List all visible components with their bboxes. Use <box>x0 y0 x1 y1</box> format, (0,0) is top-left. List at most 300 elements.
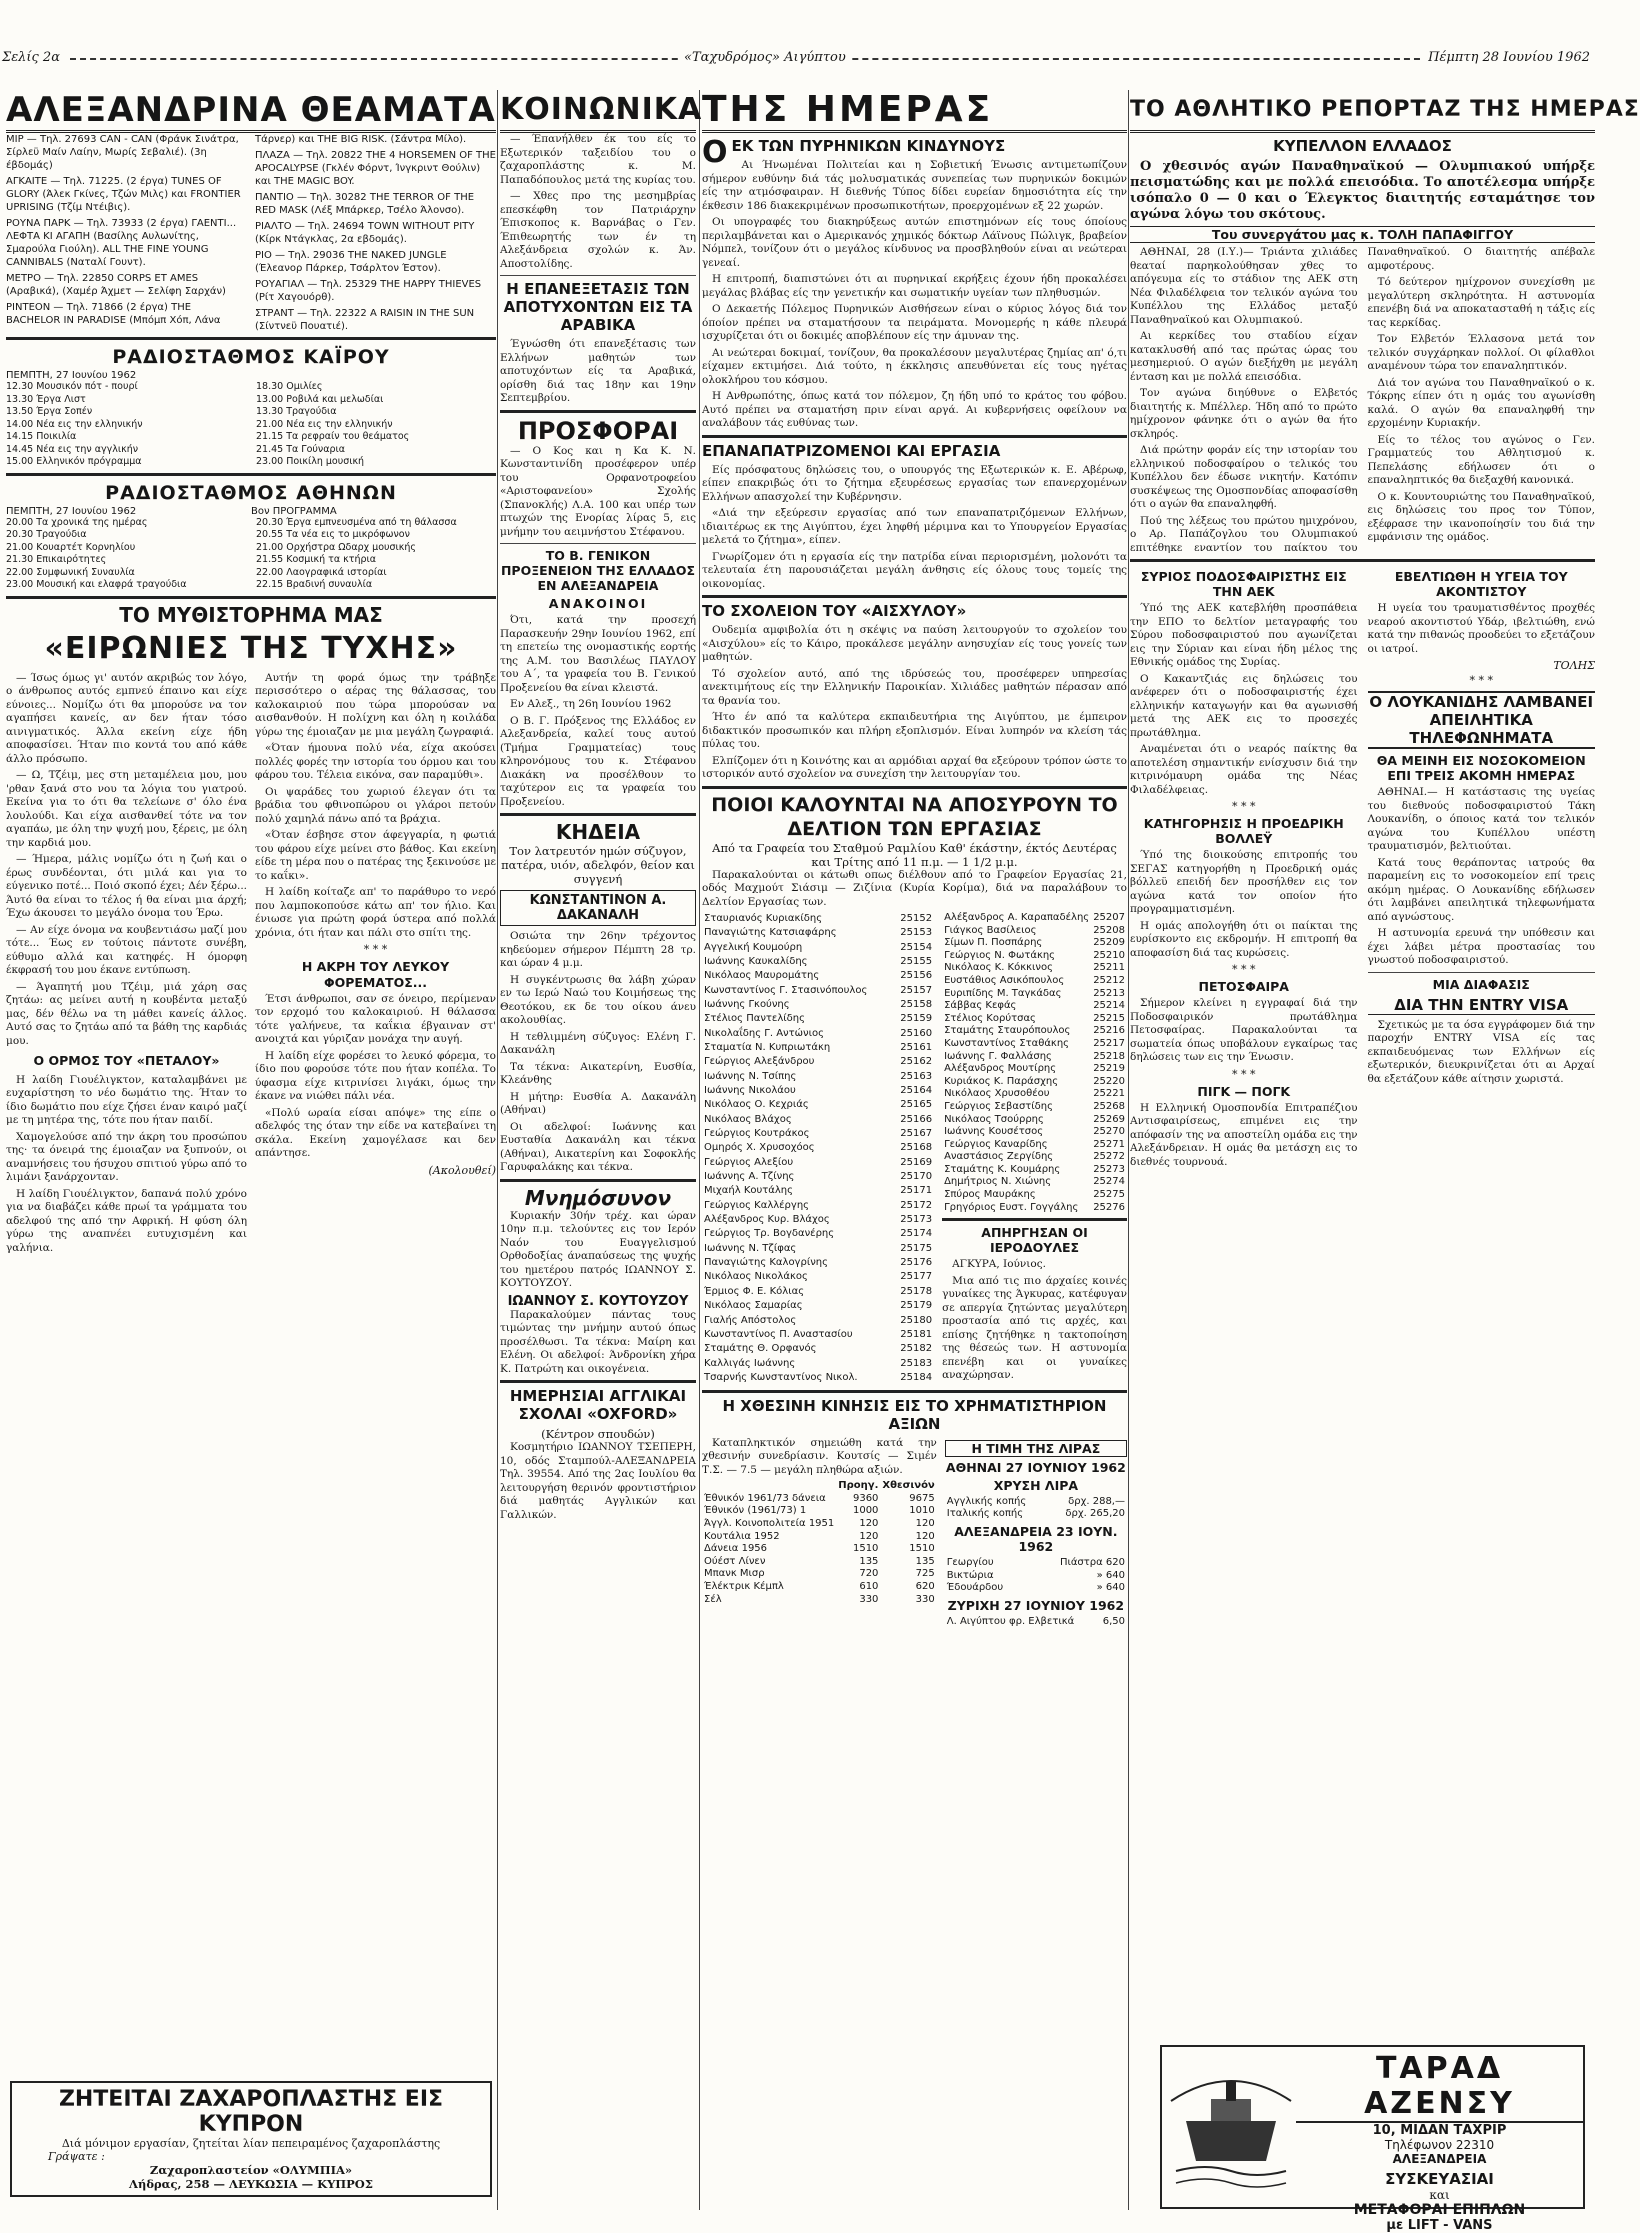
table-cell: Γεώργιος Τρ. Βογδανέρης <box>704 1228 835 1240</box>
table-cell: Ούέστ Λίνεν <box>704 1555 766 1567</box>
table-row <box>942 950 1127 963</box>
table-cell: Νικόλαος Νικολάκος <box>704 1271 808 1283</box>
volley-paragraph: Ύπό της διοικούσης επιτροπής του ΣΕΓΑΣ κατηγορήθη η Προεδρική ομάς βόλλεϋ επειδή δεν προσήλθεν εις τον αγώνα κατά τον οποίον ήτο προγραμματισμένη. <box>1130 849 1358 915</box>
visa-paragraph: Σχετικώς με τα όσα εγγράφομεν διά την παροχήν ENTRY VISA είς τας εκπαιδευόμενας των Ελλήνων είς εξωτερικόν, διευκρινίζεται ότι αι Αρχαί θα εξετάζουν κάθε αίτησιν χωριστά. <box>1367 1018 1595 1085</box>
divider <box>500 1380 696 1383</box>
volley-text <box>1130 849 1358 960</box>
table-row <box>702 1098 934 1112</box>
column-entertainment <box>6 90 496 2215</box>
cinema-listing: ΠΑΝΤΙΟ — Τηλ. 30282 THE TERROR OF THE RED MASK (Λέξ Μπάρκερ, Τσέλο Άλονσο). <box>255 192 475 216</box>
ad-phone: Τηλέφωνον 22310 <box>1384 2138 1495 2152</box>
table-cell: 720 <box>859 1568 879 1580</box>
dropcap: Ο <box>702 135 728 170</box>
table-row <box>702 1113 934 1127</box>
table-cell: 9360 <box>852 1492 879 1504</box>
table-cell: Δάνεια 1956 <box>704 1543 768 1555</box>
column-rule <box>699 90 700 2210</box>
divider <box>1130 559 1595 562</box>
table-cell: Έθνικόν (1961/73) 1 <box>704 1505 807 1517</box>
section-title-social: ΚΟΙΝΩΝΙΚΑ <box>500 90 696 133</box>
table-cell: 25270 <box>1093 1126 1125 1138</box>
work-cards-intro-text: Παρακαλούνται οι κάτωθι οπως διέλθουν από το Γραφείον Εργασίας 21, οδός Μαχμούτ Σιάσιμ — Ζιζίνια (Κυρία Κορίμα), διά να παραλάβουν το Δελτίον Εργασίας των. <box>702 868 1127 908</box>
lukanidis-paragraph: Κατά τους θεράποντας ιατρούς θα παραμείνη εις το νοσοκομείον επί τρεις ακόμη ημέρας. Ο Λουκανίδης εδήλωσεν ότι λαμβάνει απειλητικά τηλεφωνήματα από αγνώστους. <box>1367 856 1595 923</box>
table-row <box>702 984 934 998</box>
table-cell: Ομηρός Χ. Χρυσοχόος <box>704 1142 815 1154</box>
table-cell: Ευστάθιος Ασικόπουλος <box>944 974 1065 986</box>
table-cell: 25208 <box>1093 924 1125 936</box>
radio-athens-program: Βον ΠΡΟΓΡΑΜΜΑ <box>251 505 337 517</box>
ad-line-3: ΜΕΤΑΦΟΡΑΙ ΕΠΙΠΛΩΝ <box>1353 2202 1526 2218</box>
cup-paragraph: Διά τον αγώνα του Παναθηναϊκού ο κ. Τόκρης είπεν ότι η ομάς του αγωνίσθη καλά. Ο αγών θα επαναληφθή την ερχομένην Κυριακήν. <box>1367 376 1595 429</box>
table-row <box>942 1151 1127 1164</box>
table-cell: 25167 <box>900 1128 933 1140</box>
novel-continued: (Ακολουθεί) <box>428 1163 496 1177</box>
cinema-listing: ΡΟΥΝΑ ΠΑΡΚ — Τηλ. 73933 (2 έργα) ΓΑΕΝΤΙ... ΛΕΦΤΑ ΚΙ ΑΓΑΠΗ (Βασίλης Αυλωνίτης, Σμαρούλα Γιούλη). ALL THE FINE YOUNG CANNIBALS (Ναταλί Γουντ). <box>6 218 237 268</box>
gold-date: ΑΘΗΝΑΙ 27 ΙΟΥΝΙΟΥ 1962 <box>945 1459 1126 1475</box>
table-cell: Γεώργιος Σεβαστίδης <box>944 1100 1054 1112</box>
table-row <box>702 1084 934 1098</box>
radio-athens-left: 20.00 Τα χρονικά της ημέρας 20.30 Τραγούδια 21.00 Κουαρτέτ Κορνηλίου 21.30 Επικαιρότητες 22.00 Συμφωνική Συναυλία 23.00 Μουσική και ελαφρά τραγούδια <box>6 516 187 590</box>
visa-title: ΔΙΑ ΤΗΝ ENTRY VISA <box>1368 996 1596 1015</box>
novel-subhead-2: Η ΑΚΡΗ ΤΟΥ ΛΕΥΚΟΥ <box>301 958 450 974</box>
social-paragraph: — Έπανήλθεν έκ του είς το Εξωτερικόν ταξειδίου του ο ζαχαροπλάστης κ. Μ. Παπαδόπουλος μετά της κυρίας του. <box>500 133 696 186</box>
table-row <box>702 1199 934 1213</box>
repatriation-paragraph: «Διά την εξεύρεσιν εργασίας από των επαναπατριζόμενων Ελλήνων, ιδιαιτέρως εκ της Αιγύπτου, έχει ληφθή μέριμνα και το Υπουργείον Εργασίας μελετά το ζήτημα», είπεν. <box>702 507 1127 546</box>
nuclear-paragraph: Η Ανθρωπότης, όπως κατά τον πόλεμον, ζη ήδη υπό το κράτος του φόβου. Αυτό πρέπει να σταματήση πριν είναι αργά. Αι κυβερνήσεις οφείλουν να αναλάβουν τάς ευθύνας των. <box>702 390 1127 429</box>
table-row <box>702 1493 937 1506</box>
syrian-paragraph: Αναμένεται ότι ο νεαρός παίκτης θα αποτελέση σημαντικήν ενίσχυσιν διά την κιτρινόμαυρη ομάδα της Νέας Φιλαδέλφειας. <box>1130 743 1358 796</box>
table-row <box>702 1185 934 1199</box>
table-row <box>702 1012 934 1026</box>
nuclear-paragraph: Ο Δεκαετής Πόλεμος Πυρηνικών Αισθήσεων είναι ο κύριος λόγος διά τον όποίον πρέπει να σταματήσουν τα πειράματα. Μονομερής η κάθε πλευρά ισχυρίζεται ότι οι δοκιμές αποβλέπουν είς την άμυναν της. <box>702 303 1127 342</box>
cinema-listing: ΡΙΝΤΕΟΝ — Τηλ. 71866 (2 έργα) THE BACHELOR IN PARADISE (Μπόμπ Χόπ, Λάνα Τάρνερ) και THE BIG RISK. (Σάντρα Μίλο). <box>6 134 467 326</box>
table-row <box>702 998 934 1012</box>
funeral-paragraph: Η μήτηρ: Ευσθία Α. Δακανάλη (Αθήναι) <box>500 1090 696 1116</box>
table-cell: Σταμάτης Σταυρόπουλος <box>944 1025 1071 1037</box>
table-cell: Νικόλαος Μαυρομάτης <box>704 970 820 982</box>
pet-text <box>1130 997 1358 1065</box>
table-cell: Σπύρος Μαυράκης <box>944 1189 1036 1201</box>
table-cell: 9675 <box>909 1492 935 1504</box>
novel-body <box>6 672 496 1259</box>
cup-paragraph: Τό δεύτερον ημίχρονον συνεχίσθη με μεγαλύτερη σκληρότητα. Η αστυνομία επενέβη διά να αποκατασταθή η τάξις είς τας κερκίδας. <box>1367 276 1595 329</box>
table-cell: Σίμων Π. Ποσπάρης <box>944 937 1043 949</box>
table-row <box>702 1070 934 1084</box>
table-row <box>702 1228 934 1242</box>
table-row <box>702 941 934 955</box>
memorial-text-2 <box>500 1309 696 1377</box>
table-cell: 25271 <box>1093 1138 1125 1150</box>
cup-report <box>1130 246 1595 555</box>
novel-col-right <box>255 672 496 1259</box>
table-cell: Σταμάτης Κ. Κουμάρης <box>944 1163 1061 1175</box>
divider <box>500 543 696 544</box>
table-cell: 620 <box>915 1581 935 1592</box>
table-cell: 25221 <box>1093 1088 1125 1100</box>
table-cell: 25171 <box>900 1185 933 1197</box>
volley-title: ΚΑΤΗΓΟΡΗΣΙΣ Η ΠΡΟΕΔΡΙΚΗ ΒΟΛΛΕΫ <box>1143 816 1344 846</box>
table-cell: 25276 <box>1093 1201 1125 1213</box>
table-cell: 25274 <box>1093 1176 1125 1188</box>
table-cell: 725 <box>915 1568 935 1580</box>
table-row <box>702 1371 934 1386</box>
separator-stars: * * * <box>1232 800 1256 813</box>
table-cell: 25176 <box>900 1257 933 1269</box>
divider <box>942 1218 1127 1221</box>
work-cards-left <box>702 912 934 1386</box>
table-cell: Γεωργίου <box>946 1556 994 1568</box>
table-row <box>942 925 1127 938</box>
cup-byline: Του συνεργάτου μας κ. ΤΟΛΗ ΠΑΠΑΦΙΓΓΟΥ <box>1130 226 1595 243</box>
table-cell: 25211 <box>1093 962 1125 974</box>
separator-stars: * * * <box>1469 674 1493 687</box>
funeral-paragraph: Η τεθλιμμένη σύζυγος: Ελένη Γ. Δακανάλη <box>500 1030 696 1056</box>
table-cell: Ιταλικής κοπής <box>946 1508 1024 1520</box>
table-cell: Γρηγόριος Ευστ. Γογγάλης <box>944 1201 1079 1213</box>
table-cell: Ιωάννης Νικολάου <box>704 1085 796 1096</box>
table-row <box>702 955 934 969</box>
offers-paragraph: — Ο Κος και η Κα Κ. Ν. Κωνσταντινίδη προσέφερον υπέρ του Ορφανοτροφείου «Αριστοφανείου» Σχολής (Σπανοκλής) Λ.Α. 100 και υπέρ των πτωχών της Ενορίας λίρας 5, εις μνήμην του αειμνήστου Στέφανου. <box>500 444 696 538</box>
table-cell: Σάββας Κεφάς <box>944 1000 1017 1012</box>
table-cell: 25152 <box>900 912 933 924</box>
pet-paragraph: Σήμερον κλείνει η εγγραφαί διά την Ποδοσφαιρικόν πρωτάθλημα Πετοσφαίρας. Παρακαλούνται τα σωματεία όπως υποβάλουν εγκαίρως τας δηλώσεις των εις την Ένωσιν. <box>1130 997 1358 1063</box>
work-cards-right <box>942 912 1127 1214</box>
section-title-day: ΤΗΣ ΗΜΕΡΑΣ <box>702 90 1127 133</box>
table-cell: 25161 <box>900 1041 933 1053</box>
table-cell: Μπανκ Μισρ <box>704 1568 765 1580</box>
lukanidis-title: Ο ΛΟΥΚΑΝΙΔΗΣ ΛΑΜΒΑΝΕΙ ΑΠΕΙΛΗΤΙΚΑ ΤΗΛΕΦΩΝΗΜΑΤΑ <box>1369 693 1594 747</box>
cinema-listing: ΣΤΡΑΝΤ — Τηλ. 22322 A RAISIN IN THE SUN (Σίντνεϋ Πουατιέ). <box>255 308 475 332</box>
syrian-paragraph: Ύπό της ΑΕΚ κατεβλήθη προσπάθεια την ΕΠΟ το δελτίον μεταγραφής του Σύρου ποδοσφαιριστού που αγωνίζεται εις την Σύριαν και είναι ήδη μέλος της Εθνικής ομάδος της Συρίας. <box>1130 602 1358 668</box>
divider <box>500 275 696 276</box>
syrian-title: ΣΥΡΙΟΣ ΠΟΔΟΣΦΑΙΡΙΣΤΗΣ ΕΙΣ ΤΗΝ ΑΕΚ <box>1140 569 1347 599</box>
divider <box>6 473 496 476</box>
stock-area <box>702 1437 1127 1629</box>
table-cell: 25218 <box>1093 1050 1125 1062</box>
table-cell: Νικόλαος Κ. Κόκκινος <box>944 962 1053 974</box>
novel-paragraph: Έτσι άνθρωποι, σαν σε όνειρο, περίμεναν τον ερχομό του καλοκαιριού. Η θάλασσα τότε γαλήνευε, τα καΐκια έβγαιναν στ' ανοιχτά και γύριζαν μονάχα την αυγή. <box>255 992 496 1045</box>
lukanidis-paragraph: Η αστυνομία ερευνά την υπόθεσιν και έχει λάβει μέτρα προστασίας του γνωστού ποδοσφαιριστού. <box>1367 927 1595 966</box>
table-cell: 25156 <box>900 970 933 982</box>
novel-paragraph: Η λαίδη Γιουέλιγκτον, δαπανά πολύ χρόνο για να διαβάζει κάθε πρωί τα γράμματα του αδελφού της από την Αφρική. Η φύση όλη γύρω της αναπνέει ευτυχισμένη και γαλήνια. <box>6 1187 247 1254</box>
table-cell: 25165 <box>900 1099 933 1111</box>
table-cell: Κωνσταντίνος Σταθάκης <box>944 1037 1070 1049</box>
table-cell: Γεώργιος Κουτράκος <box>704 1128 810 1140</box>
table-cell: 25166 <box>900 1113 933 1125</box>
column-social <box>500 90 703 2215</box>
divider <box>702 1390 1127 1393</box>
column-sports <box>1130 90 1640 2233</box>
consulate-text <box>500 614 696 712</box>
table-row <box>942 1114 1127 1127</box>
novel-col-left <box>6 672 247 1259</box>
table-cell: Λ. Αιγύπτου φρ. Ελβετικά <box>946 1615 1075 1627</box>
table-row <box>702 1285 934 1299</box>
table-cell: Νικόλαος Βλάχος <box>704 1113 792 1125</box>
gold-table-zurich <box>945 1616 1127 1629</box>
strike-paragraph: Μια από τις πιο άρχαίες κοινές γυναίκες της Άγκυρας, κατέφυγαν σε απεργία ζητώντας μεγαλύτερη προστασία από τις αρχές, και επίσης ζητήθηκε η τακτοποίηση της θέσεώς των. Η αστυνομία επενέβη και οι γυναίκες αναχώρησαν. <box>942 1274 1127 1382</box>
classified-ad-cyprus <box>10 2081 492 2197</box>
table-cell: 25210 <box>1093 949 1125 961</box>
table-cell: 25172 <box>900 1199 933 1211</box>
table-row <box>702 1531 937 1544</box>
table-cell: Ευριπίδης Μ. Ταγκάδας <box>944 987 1062 999</box>
table-row <box>702 1543 937 1556</box>
table-row <box>702 969 934 983</box>
table-cell: Ιωάννης Γ. Φαλλάσης <box>944 1050 1052 1062</box>
table-cell: 25170 <box>900 1171 933 1183</box>
cinema-listing: ΜΙΡ — Τηλ. 27693 CAN - CAN (Φράνκ Σινάτρα, Σίρλεϋ Μαίν Λαίην, Μωρίς Σεβαλιέ). (3η έβδομάς) <box>6 134 239 171</box>
novel-paragraph: — Ήμερα, μάλις νομίζω ότι η ζωή και ο έρως συνδέονται, ότι μιλά και για το εύγενικο ποτέ... Ποιό σκοπό έχει; Δέν ξέρω... Άυτό θα είναι το τέλος ή θα είναι μια άρχή; Έχω άκουσει το μεγάλο όνομα του Έρω. <box>6 853 247 919</box>
radio-cairo-date: ΠΕΜΠΤΗ, 27 Ιουνίου 1962 <box>6 370 137 381</box>
radio-cairo-left: 12.30 Μουσικόν πότ - πουρί 13.30 Έργα Λιστ 13.50 Έργα Σοπέν 14.00 Νέα εις την ελληνικήν 14.15 Ποικιλία 14.45 Νέα εις την αγγλικήν 15.00 Ελληνικόν πρόγραμμα <box>6 381 143 467</box>
lukanidis-paragraph: ΑΘΗΝΑΙ.— Η κατάστασις της υγείας του διεθνούς ποδοσφαιριστού Τάκη Λουκανίδη, ο όποιος κατά τον τελικόν αγώνα του Κυπέλλου υπέστη τραυματισμόν, βελτιούται. <box>1367 786 1595 852</box>
table-cell: 25212 <box>1093 974 1125 986</box>
radio-cairo-schedule <box>6 381 496 469</box>
table-cell: Καλλιγάς Ιωάννης <box>704 1357 796 1369</box>
table-cell: Νικόλαος Χρυσοθέου <box>944 1088 1050 1100</box>
cup-lead <box>1130 159 1595 223</box>
table-cell: 25164 <box>900 1085 933 1096</box>
table-cell: δρχ. 288,— <box>1068 1495 1125 1507</box>
funeral-paragraph: Η συγκέντρωσις θα λάβη χώραν εν τω Ιερώ Ναώ του Κοιμήσεως της Θεοτόκου, εκ δε του οίκου άνευ ακολουθίας. <box>500 973 696 1026</box>
table-cell: 330 <box>915 1593 935 1605</box>
table-cell: Πιάστρα 620 <box>1059 1556 1125 1568</box>
table-cell: 25158 <box>900 998 933 1010</box>
table-cell: 1510 <box>852 1543 879 1555</box>
table-row <box>942 1013 1127 1026</box>
stock-title: Η ΧΘΕΣΙΝΗ ΚΙΝΗΣΙΣ ΕΙΣ ΤΟ ΧΡΗΜΑΤΙΣΤΗΡΙΟΝ ΑΞΙΩΝ <box>722 1396 1107 1433</box>
table-cell: Έρμιος Φ. Ε. Κόλιας <box>704 1285 805 1297</box>
nuclear-paragraph: Αι νεώτεραι δοκιμαί, τονίζουν, θα προκαλέσουν μεγαλυτέρας ζημίας απ' ό,τι είχαμεν εκτιμήσει. Διά τούτο, η έκκλησις απευθύνεται είς τους ηγέτας ολοκλήρου του κόσμου. <box>702 346 1127 386</box>
table-cell: Ιωάννης Ν. Τζίφας <box>704 1242 797 1254</box>
table-row <box>942 1202 1127 1215</box>
novel-paragraph: — Αν είχε όνομα να κουβεντιάσω μαζί μου τότε... Έως εν τούτοις πάντοτε συνέβη, εύθυμο αλλά και κατηφές. Η όμορφη έκφρασή του μου έκανε εντύπωση. <box>6 923 247 976</box>
table-cell: Γιαλής Απόστολος <box>704 1314 797 1326</box>
issue-date: Πέμπτη 28 Ιουνίου 1962 <box>1424 50 1594 65</box>
table-cell: Στέλιος Παντελίδης <box>704 1013 805 1025</box>
funeral-title: ΚΗΔΕΙΑ <box>555 820 641 844</box>
ping-text <box>1130 1102 1358 1170</box>
ad-line-2: και <box>1429 2188 1450 2202</box>
school-ad-title: ΗΜΕΡΗΣΙΑΙ ΑΓΓΛΙΚΑΙ ΣΧΟΛΑΙ «OXFORD» <box>509 1387 687 1423</box>
divider <box>702 435 1127 438</box>
table-cell: 25159 <box>900 1013 933 1025</box>
page-number: Σελίς 2α <box>2 50 60 65</box>
newspaper-name: «Ταχυδρόμος» Αιγύπτου <box>680 50 850 65</box>
table-row <box>942 1051 1127 1064</box>
cup-title: ΚΥΠΕΛΛΟΝ ΕΛΛΑΔΟΣ <box>1273 137 1452 155</box>
novel-kicker: ΤΟ ΜΥΘΙΣΤΟΡΗΜΑ ΜΑΣ <box>119 602 383 627</box>
table-cell: Βικτώρια <box>946 1569 994 1581</box>
table-cell: 25169 <box>900 1156 933 1168</box>
divider <box>6 596 496 599</box>
table-row <box>702 1142 934 1156</box>
school-ad-text <box>500 1441 696 1522</box>
table-cell: Έδουάρδου <box>946 1582 1004 1594</box>
table-cell: 25160 <box>900 1027 933 1039</box>
table-row <box>945 1557 1127 1570</box>
table-cell: Σταματία Ν. Κυπριωτάκη <box>704 1041 831 1053</box>
divider <box>500 813 696 816</box>
sports-lower-right <box>1368 566 1596 1172</box>
cup-paragraph: Τον αγώνα διηύθυνε ο Ελβετός διαιτητής κ. Μπέλλερ. Ήδη από το πρώτο ημίχρονον φάνηκε ότι ο αγών θα ήτο σκληρός. <box>1130 387 1358 440</box>
repatriation-paragraph: Είς πρόσφατους δηλώσεις του, ο υπουργός της Εξωτερικών κ. Ε. Αβέρωφ, είπεν επακριβώς ότι το ζήτημα εξευρέσεως εργασίας των επανερχομένων Ελλήνων απασχολεί την Κυβέρνησιν. <box>702 463 1127 503</box>
table-cell: Στέλιος Κορύτσας <box>944 1012 1036 1024</box>
table-row <box>702 1581 937 1594</box>
table-cell: Ιωάννης Καυκαλίδης <box>704 955 808 967</box>
table-cell: Ιωάννης Ν. Τσίπης <box>704 1070 797 1082</box>
table-row <box>702 1328 934 1342</box>
separator-stars: * * * <box>1232 1067 1256 1081</box>
table-row <box>942 988 1127 1001</box>
offers-text <box>500 445 696 540</box>
table-row <box>945 1570 1127 1583</box>
table-header <box>702 1480 937 1493</box>
table-cell: 25179 <box>900 1300 933 1312</box>
table-cell: » 640 <box>1096 1569 1125 1581</box>
aeschylus-text <box>702 624 1127 782</box>
novel-paragraph: Η λαίδη κοίταζε απ' το παράθυρο το νερό που λαμποκοπούσε κάτω απ' τον ήλιο. Και ένιωσε για πρώτη φορά ύστερα από πολλά χρόνια, ότι ήταν και πάλι στο σπίτι της. <box>255 886 496 939</box>
table-cell: Σέλ <box>704 1593 722 1605</box>
table-row <box>702 1299 934 1313</box>
table-cell: 25213 <box>1093 987 1125 999</box>
table-cell: 25220 <box>1093 1075 1125 1087</box>
table-row <box>702 1041 934 1055</box>
table-cell: Γεώργιος Καλλέργης <box>704 1199 810 1211</box>
cinema-listing: ΜΕΤΡΟ — Τηλ. 22850 CORPS ET AMES (Αραβικά), (Χαμέρ Άχμετ — Σελίφη Σαρχάν) <box>6 273 226 297</box>
ad-city: ΑΛΕΞΑΝΔΡΕΙΑ <box>1392 2152 1487 2166</box>
table-cell: 6,50 <box>1102 1615 1125 1627</box>
nuclear-title <box>702 135 1127 170</box>
ad-text <box>1296 2047 1583 2233</box>
table-cell: 25219 <box>1093 1063 1125 1075</box>
novel-paragraph: — Ω, Τζέιμ, μες στη μεταμέλεια μου, μου 'ρθαν ξανά στο νου τα λόγια του γιατρού. Εκείνα για το ότι θα τελείωνε σ' όλο ένα λουλούδι. Και είχα αισθανθεί τότε να τον αγαπάω, με όλη την ψυχή μου, ξέρεις, με όλη την καρδιά μου. <box>6 769 247 849</box>
header-cell: Προηγ. <box>838 1480 879 1492</box>
radio-athens-title: ΡΑΔΙΟΣΤΑΘΜΟΣ ΑΘΗΝΩΝ <box>105 481 397 504</box>
repatriation-title: ΕΠΑΝΑΠΑΤΡΙΖΟΜΕΝΟΙ ΚΑΙ ΕΡΓΑΣΙΑ <box>702 441 1001 460</box>
social-news <box>500 133 696 271</box>
table-cell: 120 <box>859 1518 879 1530</box>
table-cell: Γεώργιος Αλεξάνδρου <box>704 1056 815 1068</box>
table-row <box>942 975 1127 988</box>
table-row <box>945 1582 1127 1595</box>
gold-table-alex <box>945 1557 1127 1595</box>
novel-paragraph: Η λαίδη Γιουέλιγκτον, καταλαμβάνει με ευχαρίστηση το νέο δωμάτιο της. Ήταν το ίδιο δωμάτιο που είχε ζήσει έναν καιρό μαζί με τη μητέρα της, τότε που ήταν παιδί. <box>6 1073 247 1126</box>
table-cell: Έθνικόν 1961/73 δάνεια <box>704 1492 826 1504</box>
divider <box>702 595 1127 598</box>
repatriation-text <box>702 464 1127 592</box>
table-cell: 25180 <box>900 1314 933 1326</box>
table-cell: 610 <box>859 1581 879 1592</box>
table-cell: 1510 <box>909 1543 935 1555</box>
table-cell: Σταμάτης Θ. Ορφανός <box>704 1343 817 1355</box>
table-cell: 25273 <box>1093 1163 1125 1175</box>
work-cards-right-col <box>942 912 1127 1386</box>
table-cell: 120 <box>915 1518 935 1530</box>
table-row <box>942 1176 1127 1189</box>
table-cell: 25153 <box>900 927 933 939</box>
ship-illustration <box>1166 2051 1296 2201</box>
table-cell: Αλέξανδρος Α. Καραπαδέλης <box>944 912 1090 923</box>
divider <box>500 410 696 413</box>
ad-inner <box>1162 2047 1583 2233</box>
table-cell: 25184 <box>900 1372 933 1384</box>
table-row <box>942 1038 1127 1051</box>
table-cell: 25162 <box>900 1056 933 1068</box>
lukanidis-sub: ΘΑ ΜΕΙΝΗ ΕΙΣ ΝΟΣΟΚΟΜΕΙΟΝ ΕΠΙ ΤΡΕΙΣ ΑΚΟΜΗ ΗΜΕΡΑΣ <box>1376 753 1586 783</box>
table-cell: 25175 <box>900 1242 933 1254</box>
cup-paragraph: Αι κερκίδες του σταδίου είχαν κατακλυσθή από τας πρώτας ώρας του μεσημεριού. Ο αγών διεξήχθη με μεγάλη ένταση και με πολλά επεισόδια. <box>1130 330 1358 383</box>
radio-cairo-right: 18.30 Ομιλίες 13.00 Ροβιλά και μελωδίαι 13.30 Τραγούδια 21.00 Νέα εις την ελληνικήν 21.15 Τα ρεφραίν του θεάματος 21.45 Τα Γούναρια 23.00 Ποικίλη μουσική <box>256 381 410 467</box>
memorial-title: Μνημόσυνον <box>524 1185 672 1210</box>
strike-title: ΑΠΗΡΓΗΣΑΝ ΟΙ ΙΕΡΟΔΟΥΛΕΣ <box>981 1225 1088 1256</box>
table-row <box>702 1242 934 1256</box>
table-cell: 25183 <box>900 1357 933 1369</box>
ad-address: 10, ΜΙΔΑΝ ΤΑΧΡΙΡ <box>1372 2123 1507 2138</box>
consulate-text-2 <box>500 715 696 810</box>
table-cell: Γιάγκος Βασίλειος <box>944 924 1037 936</box>
ad-line-1: ΣΥΣΚΕΥΑΣΙΑΙ <box>1385 2170 1494 2188</box>
table-row <box>942 1101 1127 1114</box>
health-title: ΕΒΕΛΤΙΩΘΗ Η ΥΓΕΙΑ ΤΟΥ ΑΚΟΝΤΙΣΤΟΥ <box>1394 569 1568 599</box>
table-cell: Σταυριανός Κυριακίδης <box>704 912 823 924</box>
separator-stars: * * * <box>363 943 388 956</box>
table-cell: 25163 <box>900 1070 933 1082</box>
aeschylus-title: ΤΟ ΣΧΟΛΕΙΟΝ ΤΟΥ «ΑΙΣΧΥΛΟΥ» <box>702 602 967 620</box>
nuclear-paragraph: Η επιτροπή, διαπιστώνει ότι αι πυρηνικαί εκρήξεις έχουν ήδη προκαλέσει μεγάλας βλάβας είς την γενετικήν και σωματικήν υγείαν των πληθυσμών. <box>702 273 1127 299</box>
offers-title: ΠΡΟΣΦΟΡΑΙ <box>517 416 679 445</box>
table-cell: Άγγλ. Κοινοπολιτεία 1951 <box>704 1518 835 1530</box>
health-author: ΤΟΛΗΣ <box>1553 659 1595 672</box>
novel-paragraph: Η λαίδη είχε φορέσει το λευκό φόρεμα, το ίδιο που φορούσε τότε που ήταν κοπέλα. Το ύφασμα είχε κιτρινίσει λιγάκι, όμως την έκανε να νιώθει πάλι νέα. <box>255 1049 496 1102</box>
table-cell: 120 <box>915 1530 935 1542</box>
table-cell: Δημήτριος Ν. Χιώνης <box>944 1176 1052 1188</box>
table-cell: 25207 <box>1093 912 1125 923</box>
memorial-paragraph: Κυριακήν 30ήν τρέχ. και ώραν 10ην π.μ. τελούντες εις τον Ιερόν Ναόν του Ευαγγελισμού Ορθοδοξίας άναπαύσεως της ψυχής του ημετέρου πατρός ΙΩΑΝΝΟΥ Σ. ΚΟΥΤΟΥΖΟΥ. <box>500 1209 696 1289</box>
sports-lower-left <box>1130 566 1358 1172</box>
table-cell: Αλέξανδρος Μουτίρης <box>944 1063 1057 1075</box>
table-cell: 1000 <box>852 1505 879 1517</box>
table-row <box>702 912 934 926</box>
social-paragraph: — Χθες προ της μεσημβρίας επεσκέφθη τον Πατριάρχην Έπισκοπος κ. Βαρνάβας ο Γεν. Έπιθεωρητής των έν τη Αλεξάνδρεια σχολών κ. Άν. Αποστολίδης. <box>500 190 696 270</box>
novel-title: «ΕΙΡΩΝΙΕΣ ΤΗΣ ΤΥΧΗΣ» <box>44 630 458 666</box>
cinema-listing: ΡΙΑΛΤΟ — Τηλ. 24694 TOWN WITHOUT PITY (Κίρκ Ντάγκλας, 2α εβδομάς). <box>255 221 475 245</box>
table-cell: 25173 <box>900 1214 933 1226</box>
table-cell: Γεώργιος Καναρίδης <box>944 1138 1048 1150</box>
exam-paragraph: Έγνώσθη ότι επανεξέτασις των Ελλήνων μαθητών των αποτυχόντων είς τα Αραβικά, ορίσθη διά τας 18ην και 19ην Σεπτεμβρίου. <box>500 338 696 404</box>
table-cell: Αναστάσιος Ζεργίδης <box>944 1151 1054 1163</box>
consulate-paragraph: Ο Β. Γ. Πρόξενος της Ελλάδος εν Αλεξανδρεία, καλεί τους αυτού (Τμήμα Γραμματείας) τους κληρονόμους του κ. Στέφανου Διακάκη να προσέλθουν το ταχύτερον εις τα γραφεία του Προξενείου. <box>500 714 696 808</box>
table-row <box>942 1063 1127 1076</box>
table-cell: Νικόλαος Ο. Κεχριάς <box>704 1099 809 1111</box>
table-row <box>702 1127 934 1141</box>
pet-title: ΠΕΤΟΣΦΑΙΡΑ <box>1198 979 1289 994</box>
table-cell: Γεώργιος Αλεξίου <box>704 1156 794 1168</box>
syrian-text <box>1130 602 1358 797</box>
novel-paragraph: — Άγαπητή μου Τζέιμ, μιά χάρη σας ζητάω: ας μείνει αυτή η κουβέντα μεταξύ μας, δέν θέλω να τη μάθει κανείς άλλος. Αυτό σας το ζητάω από τα βάθη της καρδιάς μου. <box>6 980 247 1047</box>
table-cell: 25268 <box>1093 1100 1125 1112</box>
cup-paragraph: Πού της λέξεως του πρώτου ημιχρόνου, ο Αρ. Παπάζογλου του Ολυμπιακού επιτέθηκε εναντίον του παίκτου του Παναθηναϊκού. Ο διαιτητής απέβαλε αμφοτέρους. <box>1130 246 1595 554</box>
divider <box>702 786 1127 789</box>
column-rule <box>497 90 498 2210</box>
repatriation-paragraph: Γνωρίζομεν ότι η εργασία είς την πατρίδα είναι περιορισμένη, μολονότι τα τελευταία έτη παρουσιάζεται μεγάλη άνθησις είς όλους τους τομείς της οικονομίας. <box>702 550 1127 590</box>
table-row <box>942 1189 1127 1202</box>
table-row <box>702 1156 934 1170</box>
table-cell: Ιωάννης Α. Τζίνης <box>704 1171 795 1183</box>
divider <box>1368 972 1596 973</box>
aeschylus-paragraph: Ελπίζομεν ότι η Κοινότης και αι αρμόδιαι αρχαί θα εξεύρουν τρόπον ώστε το ιστορικόν αυτό σχολείον να συνεχίση την λειτουργίαν του. <box>702 754 1127 780</box>
